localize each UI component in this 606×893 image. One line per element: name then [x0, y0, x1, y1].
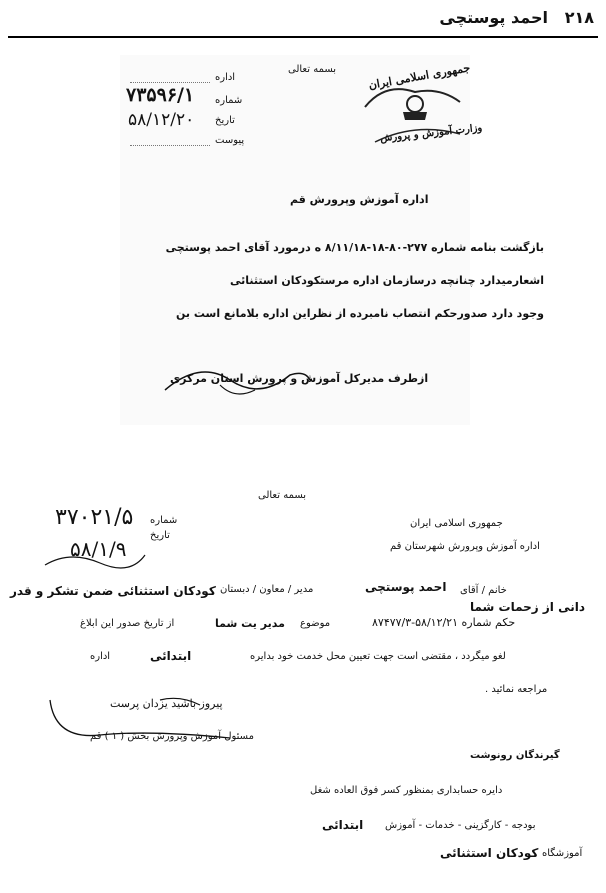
letter1-signature-text: ازطرف مدیرکل آموزش و پرورش استان مرکزی [170, 372, 429, 385]
letter2-addressee-name: احمد پوستچی [365, 580, 447, 594]
letter2-shomare-value: ۳۷۰۲۱/۵ [55, 505, 134, 530]
letter2-role-text: مدیر / معاون / دبستان [220, 584, 314, 595]
letter1-signature-scribble-icon [160, 350, 320, 410]
header-divider [8, 36, 598, 38]
letter1-basmala: بسمه تعالی [288, 64, 337, 75]
letter2-cc-2-prefix: بودجه - کارگزینی - خدمات - آموزش [385, 820, 536, 831]
letter1-heading: اداره آموزش وپرورش قم [290, 193, 429, 206]
letter2-org-line-1: جمهوری اسلامی ایران [410, 518, 503, 529]
emblem-line-1: جمهوری اسلامی ایران [367, 61, 472, 92]
letter2-marjae-line: مراجعه نمائید . [485, 684, 548, 695]
letter1-edare-label: اداره [215, 72, 236, 83]
letter1-peyvast-label: پیوست [215, 135, 245, 146]
letter2-cc-3-value: کودکان استثنائی [440, 846, 539, 860]
page-header [439, 8, 594, 27]
letter2-closing-phrase: پیروز باشید یزدان پرست [110, 697, 223, 710]
letter1-body-line-1: بازگشت بنامه شماره ۲۷۷-۸۰-۱۸-۸/۱۱/۱۸ ه درمورد آقای احمد پوستچی [165, 241, 544, 254]
page-title: احمد پوستچی [439, 8, 548, 27]
letter1-body-line-3: وجود دارد صدورحکم انتصاب نامبرده از نظراین اداره بلامانع است بن [176, 307, 544, 320]
letter2-cc-2-value: ابتدائی [322, 818, 364, 832]
letter2-mozoo-label: موضوع [300, 618, 331, 629]
letter2-ronevesht-title: گیرندگان رونوشت [470, 750, 560, 761]
letter1-body-line-2: اشعارمیدارد چنانچه درسازمان اداره مرستکودکان استثنائی [230, 274, 544, 287]
letter2-masool-line: مسئول آموزش وپرورش بخش ( ۱ ) قم [90, 731, 254, 742]
letter1-shomare-value: ۷۳۵۹۶/۱ [126, 84, 195, 106]
letter2-tarikh-value: ۵۸/۱/۹ [70, 537, 127, 561]
letter2-cc-3-prefix: آموزشگاه [542, 848, 583, 859]
letter2-tarikh-label: تاریخ [150, 530, 170, 541]
letter2-cc-1: دایره حسابداری بمنظور کسر فوق العاده شغل [310, 785, 503, 796]
letter2-dayereh-value: ابتدائی [150, 649, 192, 663]
letter2-school-name: کودکان استثنائی ضمن تشکر و قدر [10, 584, 216, 598]
edare-line [130, 82, 210, 83]
letter2-org-line-2: اداره آموزش وپرورش شهرستان قم [390, 541, 540, 552]
letter2-laghv-line: لغو میگردد ، مقتضی است جهت تعیین محل خدمت خود بدایره [250, 651, 506, 662]
letter1-tarikh-value: ۵۸/۱۲/۲۰ [128, 110, 195, 130]
letter2-mozoo-value: مدیر یت شما [215, 617, 285, 630]
letter2-basmala: بسمه تعالی [258, 490, 307, 501]
letter2-date-scribble-icon [40, 545, 150, 575]
letter2-shomare-label: شماره [150, 515, 178, 526]
emblem-line-2: وزارت آموزش و پرورش [379, 122, 483, 145]
letter2-addressee-prefix: خانم / آقای [460, 585, 507, 596]
letter1-shomare-label: شماره [215, 95, 243, 106]
letter2-edare-word: اداره [90, 651, 111, 662]
letter2-hokm-line: حکم شماره ۵۸/۱۲/۲۱-۸۷۴۷۷/۳ [372, 616, 516, 629]
letter1-tarikh-label: تاریخ [215, 115, 235, 126]
peyvast-line [130, 145, 210, 146]
page-number: ۲۱۸ [564, 8, 594, 27]
letter2-tarikh-sodoor: از تاریخ صدور این ابلاغ [80, 618, 175, 629]
letter2-left-margin-text: دانی از زحمات شما [470, 600, 585, 614]
